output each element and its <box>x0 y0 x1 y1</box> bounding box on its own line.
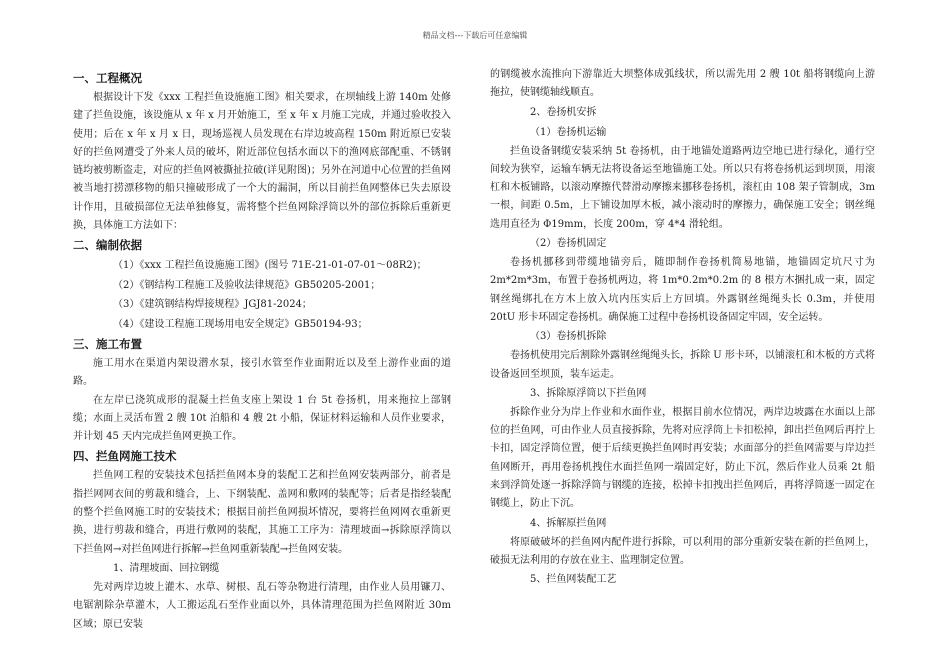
section-heading-layout: 三、施工布置 <box>73 337 142 351</box>
paragraph-overview: 根据设计下发《xxx 工程拦鱼设施施工图》相关要求，在坝轴线上游 140m 处修建了拦鱼设施，该设施从 x 年 x 月开始施工，至 x 年 x 月施工完成，并通过验收投入使用；后在 x 年 x 月 x 日，现场巡视人员发现在右岸边坡高程 150m 附近原已安装好的拦鱼网遭受了外来人员的破坏，附近部位包括水面以下的渔网底部配重、不锈钢链均被剪断盗走，对应的拦鱼网被撕扯拉破(详见附图)；另外在河道中心位置的拦鱼网被当地打捞漂移物的船只撞破形成了一个大的漏洞，所以目前拦鱼网整体已失去原设计作用，且破损部位无法单独修复，需将整个拦鱼网除浮筒以外的部位拆除后重新更换，具体施工方法如下： <box>73 92 451 232</box>
paragraph-winch-boats: 在左岸已浇筑成形的混凝土拦鱼支座上架设 1 台 5t 卷扬机，用来拖拉上部钢缆；水面上灵活布置 2 艘 10t 泊船和 4 艘 2t 小船，保证材料运输和人员作业要求，并计划 45 天内完成拦鱼网更换工作。 <box>73 394 451 443</box>
paragraph-winch-fix: 卷扬机挪移到带缆地锚旁后，随即制作卷扬机简易地锚，地锚固定坑尺寸为 2m*2m*3m，布置于卷扬机两边，将 1m*0.2m*0.2m 的 8 根方木捆扎成一束，固定钢丝绳绑扎在方木上放入坑内压实后上方回填。外露钢丝绳绳头长 0.3m，并使用 20tU 形卡环固定卷扬机。确保施工过程中卷扬机设备固定牢固，安全运转。 <box>490 257 875 323</box>
right-column <box>490 66 875 590</box>
paragraph-winch-transport: 拦鱼设备钢缆安装采纳 5t 卷扬机，由于地锚处道路两边空地已进行绿化，通行空间较为狭窄，运输车辆无法将设备运至地锚施工处。所以只有将卷扬机运到坝顶，用滚杠和木板铺路，以滚动摩擦代替滑动摩擦来挪移卷扬机，滚杠由 108 架子管制成，3m 一根，间距 0.5m，上下铺设加厚木板，减小滚动时的摩擦力，确保施工安全；钢丝绳选用直径为 Φ19mm，长度 200m，穿 4*4 滑轮组。 <box>490 145 875 230</box>
section-heading-technique: 四、拦鱼网施工技术 <box>73 449 177 464</box>
page-header: 精品文档---下载后可任意编辑 <box>422 31 528 40</box>
paragraph-technique: 拦鱼网工程的安装技术包括拦鱼网本身的装配工艺和拦鱼网安装两部分，前者是指拦网网衣间的剪裁和缝合，上、下纲装配、盖网和敷网的装配等；后者是指经装配的整个拦鱼网施工时的安装技术；根据目前拦鱼网损坏情况，要将拦鱼网网衣重新更换，进行剪裁和缝合，再进行敷网的装配，其施工工序为：清理坡面→拆除原浮筒以下拦鱼网→对拦鱼网进行拆解→拦鱼网重新装配→拦鱼网安装。 <box>73 470 451 555</box>
paragraph-clean-slope: 先对两岸边坡上灌木、水草、树根、乱石等杂物进行清理，由作业人员用镰刀、电锯割除杂草灌木，人工搬运乱石至作业面以外，具体清理范围为拦鱼网附近 30m 区域；原已安装 <box>73 581 451 630</box>
paragraph-dismantle-net: 将原破破坏的拦鱼网内配件进行拆除，可以利用的部分重新安装在新的拦鱼网上，破损无法利用的存放在业主、监理制定位置。 <box>490 536 875 566</box>
subheading-assembly: 5、拦鱼网装配工艺 <box>530 574 617 586</box>
paragraph-winch-remove: 卷扬机使用完后割除外露钢丝绳绳头长，拆除 U 形卡环，以铺滚杠和木板的方式将设备返回至坝顶，装车运走。 <box>490 350 875 380</box>
section-heading-basis: 二、编制依据 <box>73 238 142 253</box>
reference-item: （3）《建筑钢结构焊接规程》JGJ81-2024； <box>113 299 312 311</box>
left-column <box>73 68 451 634</box>
subheading-dismantle-net: 4、拆解原拦鱼网 <box>530 517 607 529</box>
reference-item: （1）《xxx 工程拦鱼设施施工图》(图号 71E-21-01-07-01～08R2)； <box>113 260 427 272</box>
section-heading-overview: 一、工程概况 <box>73 71 142 85</box>
paragraph-remove-net: 拆除作业分为岸上作业和水面作业，根据目前水位情况，两岸边坡露在水面以上部位的拦鱼网，可由作业人员直接拆除，先将对应浮筒上卡扣松掉，卸出拦鱼网后再拧上卡扣，固定浮筒位置，便于后续更换拦鱼网时再安装；水面部分的拦鱼网需要与岸边拦鱼网断开，再用卷扬机拽住水面拦鱼网一端固定好，防止下沉，然后作业人员乘 2t 船来到浮筒处逐一拆除浮筒与钢缆的连接，松掉卡扣拽出拦鱼网后，再将浮筒逐一固定在钢缆上，防止下沉。 <box>490 406 875 510</box>
reference-item: （2）《钢结构工程施工及验收法律规范》GB50205-2001； <box>113 279 381 291</box>
reference-item: （4）《建设工程施工现场用电安全规定》GB50194-93； <box>113 318 368 330</box>
subheading-winch-fix: （2）卷扬机固定 <box>530 238 607 250</box>
subheading-winch: 2、卷扬机安拆 <box>530 106 597 118</box>
subheading-winch-remove: （3）卷扬机拆除 <box>530 331 607 343</box>
subheading-remove-net: 3、拆除原浮筒以下拦鱼网 <box>530 387 647 399</box>
paragraph-cable-continued: 的钢缆被水流推向下游靠近大坝整体成弧线状，所以需先用 2 艘 10t 船将钢缆向上游拖拉，使钢缆轴线顺直。 <box>490 69 875 99</box>
paragraph-water: 施工用水在渠道内架设潜水泵，接引水管至作业面附近以及至上游作业面的道路。 <box>73 358 451 388</box>
subheading-winch-transport: （1）卷扬机运输 <box>530 126 607 138</box>
subheading-clean-slope: 1、清理坡面、回拉钢缆 <box>113 562 220 574</box>
